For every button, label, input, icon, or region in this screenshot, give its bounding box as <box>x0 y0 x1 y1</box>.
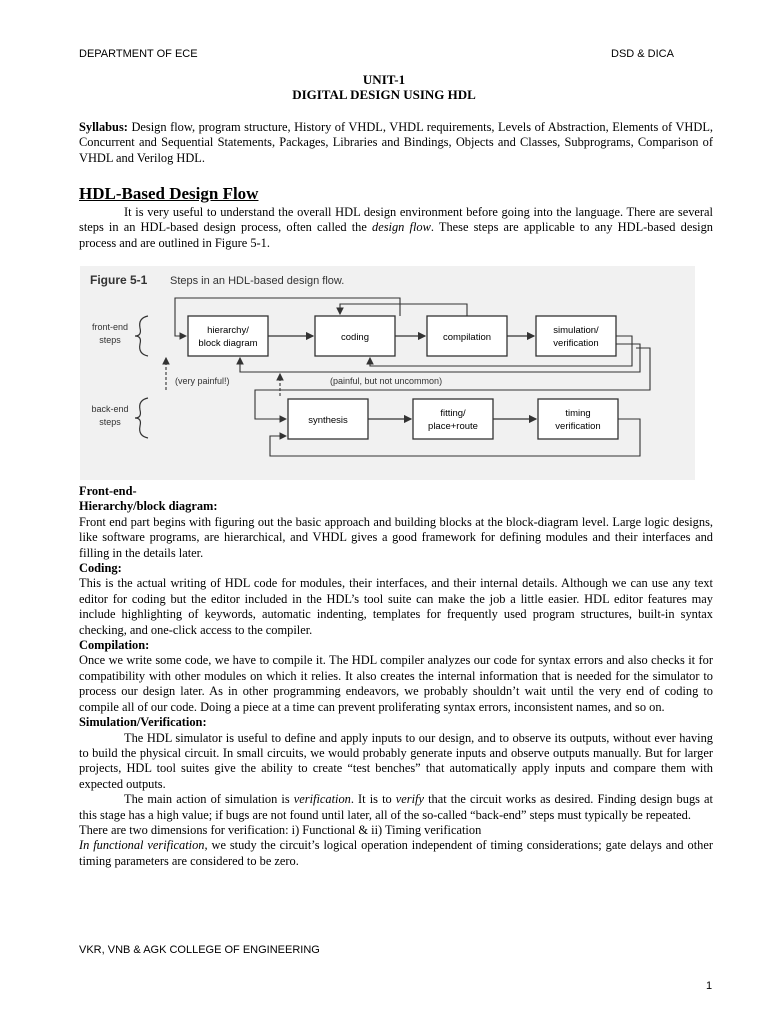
intro-paragraph <box>79 205 713 251</box>
box-timing-label-2: verification <box>555 421 601 432</box>
compilation-text: Once we write some code, we have to compile it. The HDL compiler analyzes our code for syntax errors and also checks it for compatibility with other modules on which it relies. It also creates the internal information that is needed for the simulator to process our design later. As in other programming endeavors, we probably shouldn’t wait until the very end of coding to compile all of our code. Doing a piece at a time can prevent proliferating syntax errors, inconsistent names, and so on. <box>79 653 713 714</box>
header-course: DSD & DICA <box>611 48 674 60</box>
sim2-em-verification: verification <box>293 792 351 807</box>
functional-text: we study the circuit’s logical operation independent of timing considerations; gate delays and other timing parameters are considered to be zero. <box>79 838 713 868</box>
frontend-heading: Front-end- <box>79 484 137 498</box>
syllabus <box>79 120 713 166</box>
box-timing <box>538 399 618 439</box>
figure-caption-text: Steps in an HDL-based design flow. <box>170 275 345 287</box>
figure-design-flow <box>80 266 695 480</box>
box-simulation-label-2: verification <box>553 338 599 349</box>
syllabus-label: Syllabus: <box>79 120 128 134</box>
page-number: 1 <box>706 980 713 992</box>
intro-text-a: It is very useful to understand the overall HDL design environment before going into the language. There are several steps in an HDL-based design process, often called the <box>79 205 713 235</box>
box-fitting-label-1: fitting/ <box>440 408 466 419</box>
compilation-heading: Compilation: <box>79 638 150 653</box>
sim2-em-verify: verify <box>395 792 425 807</box>
sim2-c: that the circuit works as desired. Finding design bugs at this stage has a high value; if bugs are not found until later, all of the so-called “back-end” steps must typically be repeated. <box>79 792 713 822</box>
box-fitting <box>413 399 493 439</box>
simulation-text-2 <box>79 792 713 823</box>
simulation-text: The HDL simulator is useful to define and apply inputs to our design, and to observe its outputs, without ever having to build the physical circuit. In small circuits, we would probably generate inputs and observe outputs manually. But for larger projects, HDL tool suites give the ability to create “test benches” that automatically apply inputs and compare them with expected outputs. <box>79 730 713 791</box>
unit-title: UNIT-1 <box>362 72 406 87</box>
box-simulation-label-1: simulation/ <box>553 325 599 336</box>
note-very-painful: (very painful!) <box>175 376 230 386</box>
box-simulation <box>536 316 616 356</box>
coding-text: This is the actual writing of HDL code for modules, their interfaces, and their internal details. Although we can use any text editor for coding but the editor included in the HDL’s tool suite can make the job a little easier. HDL editor features may include highlighting of keywords, automatic indenting, templates for frequently used program structures, built-in syntax checking, and one-click access to the compiler. <box>79 576 713 637</box>
back-end-brace <box>135 398 148 438</box>
box-fitting-label-2: place+route <box>428 421 478 432</box>
hierarchy-heading: Hierarchy/block diagram: <box>79 499 218 514</box>
back-end-label-2: steps <box>99 417 121 427</box>
front-end-label-1: front-end <box>91 322 129 332</box>
coding-heading: Coding: <box>79 561 122 576</box>
hierarchy-text: Front end part begins with figuring out the basic approach and building blocks at the block-diagram level. Large logic designs, like software programs, are hierarchical, and VHDL gives a good framework for defining modules and their interfaces and filling in the details later. <box>79 514 713 560</box>
functional-em: In functional verification, <box>79 838 208 853</box>
verification-dimensions: There are two dimensions for verification: i) Functional & ii) Timing verification <box>79 822 482 837</box>
section-heading: HDL-Based Design Flow <box>79 184 259 203</box>
box-hierarchy-label-1: hierarchy/ <box>207 325 249 336</box>
front-end-brace <box>135 316 148 356</box>
box-compilation-label: compilation <box>442 332 492 343</box>
front-end-label-2: steps <box>99 335 121 345</box>
functional-verification <box>79 838 713 869</box>
intro-text-b: . These steps are applicable to any HDL-based design process and are outlined in Figure 5-1. <box>79 220 713 250</box>
box-timing-label-1: timing <box>565 408 591 419</box>
header-department: DEPARTMENT OF ECE <box>79 48 198 60</box>
unit-subtitle: DIGITAL DESIGN USING HDL <box>292 87 476 102</box>
box-synthesis-label: synthesis <box>308 415 348 426</box>
box-coding-label: coding <box>341 332 369 343</box>
figure-caption-label: Figure 5-1 <box>90 273 148 287</box>
back-end-label-1: back-end <box>91 404 129 414</box>
design-flow-diagram <box>80 266 695 480</box>
frontend-section <box>79 484 713 869</box>
box-hierarchy-label-2: block diagram <box>198 338 258 349</box>
simulation-heading: Simulation/Verification: <box>79 715 207 730</box>
note-painful-uncommon: (painful, but not uncommon) <box>330 376 443 386</box>
footer-college: VKR, VNB & AGK COLLEGE OF ENGINEERING <box>79 944 320 956</box>
intro-em: design flow <box>372 220 431 235</box>
syllabus-text: Design flow, program structure, History of VHDL, VHDL requirements, Levels of Abstraction, Elements of VHDL, Concurrent and Sequential Statements, Packages, Libraries and Bindings, Objects and Classes, Subprograms, Comparison of VHDL and Verilog HDL. <box>79 120 713 165</box>
sim2-b: . It is to <box>350 792 396 807</box>
sim2-a: The main action of simulation is <box>124 792 294 807</box>
box-hierarchy <box>188 316 268 356</box>
